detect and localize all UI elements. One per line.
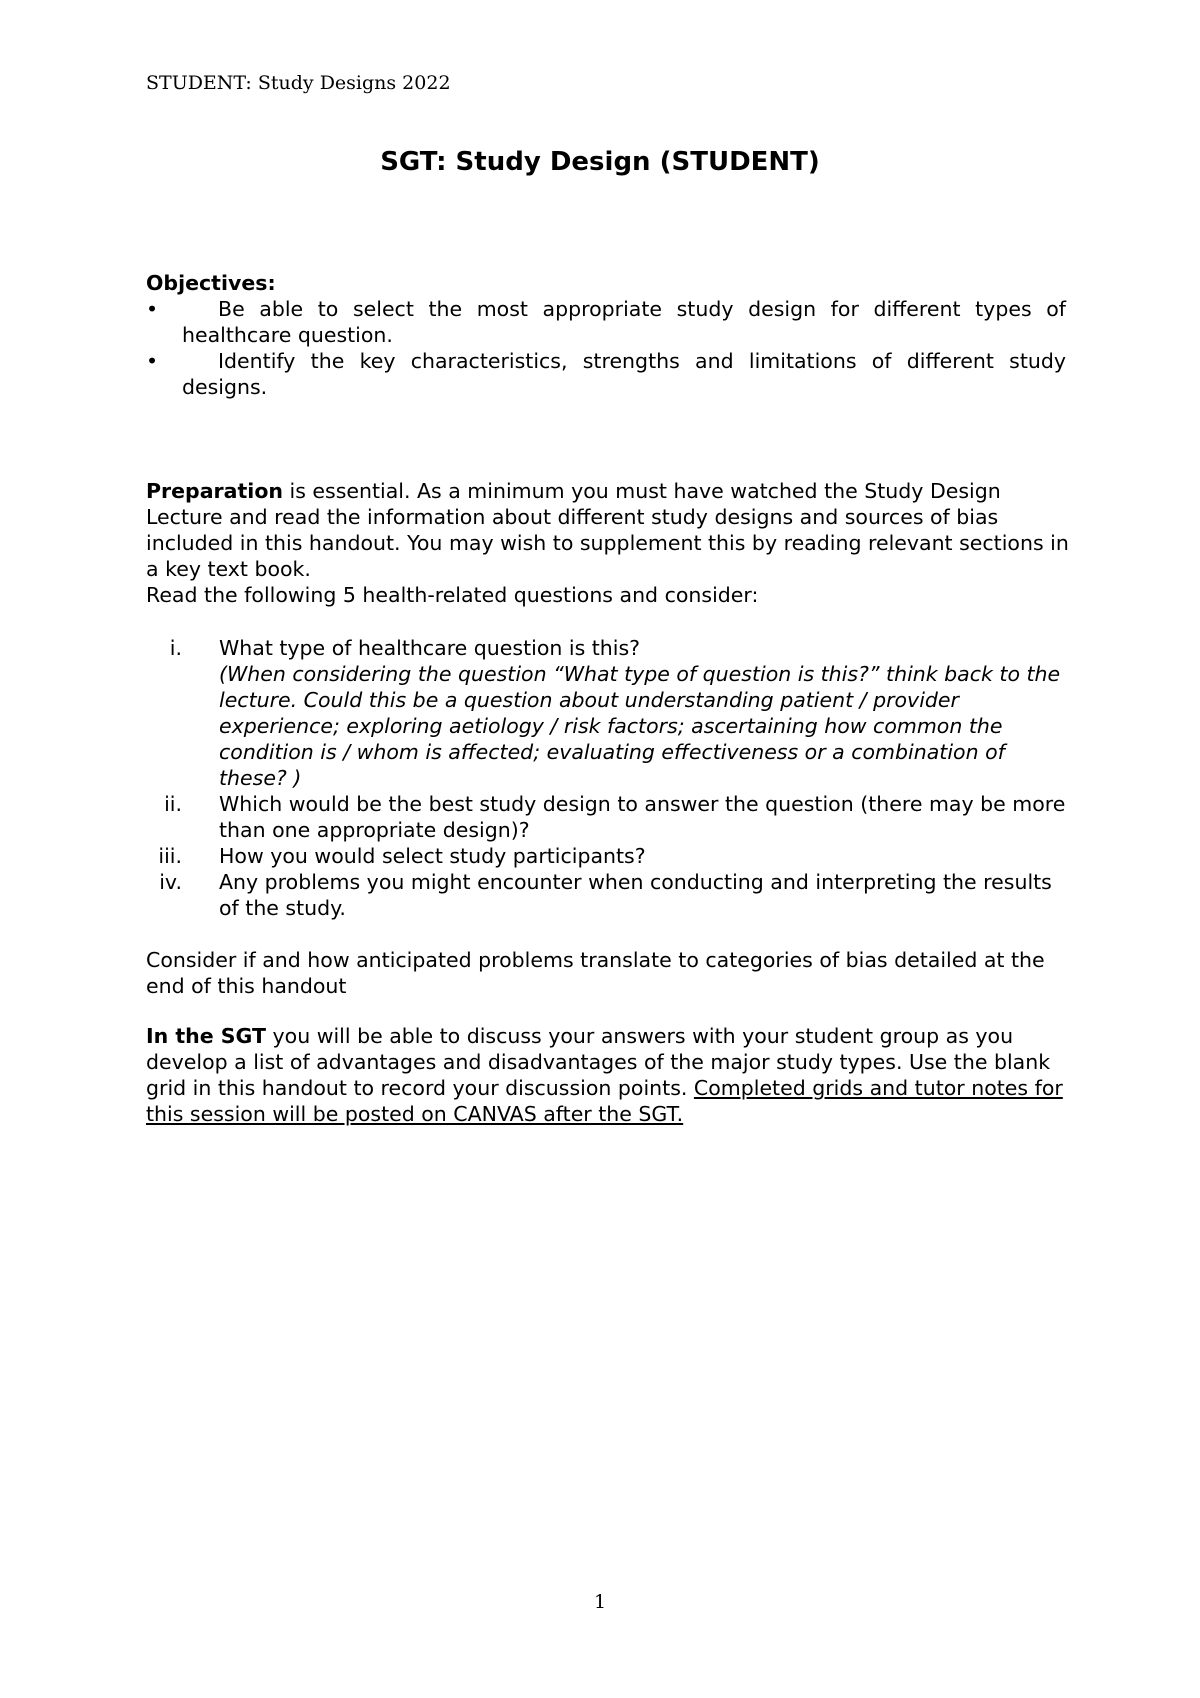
objectives-heading: Objectives:	[146, 271, 276, 295]
preparation-paragraph	[146, 478, 1076, 608]
canvas-notice: Completed grids and tutor notes for this session will be posted on CANVAS after the SGT.	[146, 1076, 1063, 1126]
objective-line: healthcare question.	[182, 323, 393, 347]
consider-paragraph: Consider if and how anticipated problems translate to categories of bias detailed at the end of this handout	[146, 948, 1045, 998]
page-title: SGT: Study Design (STUDENT)	[380, 147, 820, 177]
list-number: i.	[169, 636, 182, 660]
objective-line: Identify the key characteristics, strengths and limitations of different study	[218, 349, 1066, 373]
question-list	[146, 635, 1076, 921]
objective-item	[146, 348, 1066, 400]
bullet-icon: •	[146, 349, 159, 373]
question-text: Any problems you might encounter when conducting and interpreting the results of the study.	[219, 870, 1052, 920]
sgt-paragraph	[146, 1023, 1076, 1127]
list-item	[146, 869, 1076, 921]
preparation-lead: Preparation	[146, 479, 283, 503]
running-header: STUDENT: Study Designs 2022	[146, 72, 451, 94]
list-number: ii.	[164, 792, 182, 816]
list-item	[146, 843, 1076, 869]
read-instruction: Read the following 5 health-related questions and consider:	[146, 583, 759, 607]
page-number: 1	[593, 1591, 607, 1613]
bullet-icon: •	[146, 297, 159, 321]
objective-line: Be able to select the most appropriate study design for different types of	[218, 297, 1066, 321]
question-text: Which would be the best study design to answer the question (there may be more than one appropriate design)?	[219, 792, 1066, 842]
objective-line: designs.	[182, 375, 268, 399]
question-note: (When considering the question “What type of question is this?” think back to the lecture. Could this be a question about understanding patient / provider experience; exploring aetiology / risk factors; ascertaining how common the condition is / whom is affected; evaluating effectiveness or a combination of these? )	[219, 662, 1061, 790]
sgt-lead: In the SGT	[146, 1024, 267, 1048]
objective-item	[146, 296, 1066, 348]
list-number: iv.	[159, 870, 182, 894]
list-item	[146, 635, 1076, 791]
preparation-text: is essential. As a minimum you must have watched the Study Design Lecture and read the information about different study designs and sources of bias included in this handout. You may wish to supplement this by reading relevant sections in a key text book.	[146, 479, 1069, 581]
list-number: iii.	[158, 844, 182, 868]
question-text: How you would select study participants?	[219, 844, 646, 868]
question-text: What type of healthcare question is this?	[219, 636, 641, 660]
sgt-text: you will be able to discuss your answers with your student group as you develop a list of advantages and disadvantages of the major study types. Use the blank grid in this handout to record your discussion points.	[146, 1024, 1051, 1100]
list-item	[146, 791, 1076, 843]
